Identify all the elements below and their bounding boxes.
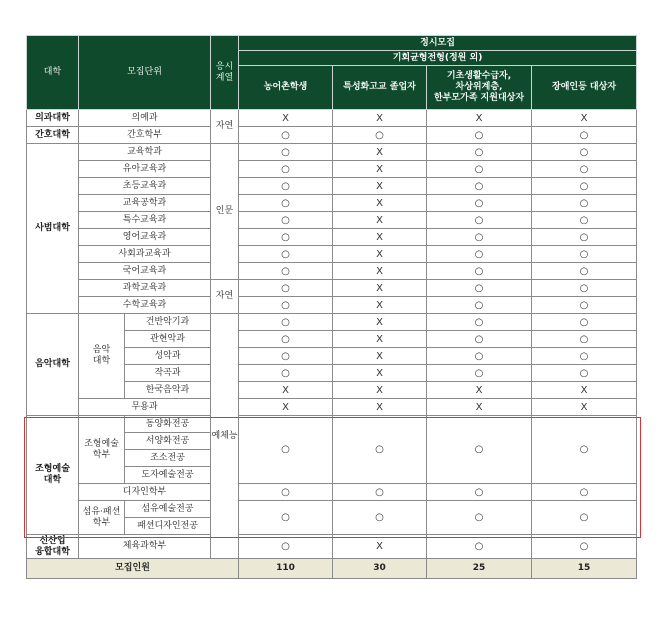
mark-cell: ○ [427, 348, 532, 365]
mark-cell: ○ [427, 263, 532, 280]
table-row [27, 314, 637, 331]
mark-cell: ○ [239, 501, 333, 535]
header-regular: 정시모집 [239, 36, 637, 51]
mark-cell: X [333, 348, 427, 365]
table-row [27, 416, 637, 433]
unit-keyboard: 건반악기과 [125, 314, 211, 331]
mark-cell: ○ [532, 484, 637, 501]
mark-cell: X [532, 382, 637, 399]
mark-cell: ○ [239, 331, 333, 348]
mark-cell: ○ [427, 416, 532, 484]
mark-cell: ○ [427, 127, 532, 144]
table-row [27, 501, 637, 518]
mark-cell: ○ [239, 314, 333, 331]
mark-cell: ○ [532, 280, 637, 297]
unit-english: 영어교육과 [79, 229, 211, 246]
mark-cell: ○ [532, 365, 637, 382]
total-count: 30 [333, 559, 427, 579]
unit-design: 디자인학부 [79, 484, 211, 501]
mark-cell: ○ [427, 365, 532, 382]
unit-premed: 의예과 [79, 110, 211, 127]
unit-sculpture: 조소전공 [125, 450, 211, 467]
mark-cell: ○ [532, 348, 637, 365]
unit-western-painting: 서양화전공 [125, 433, 211, 450]
unit-social: 사회과교육과 [79, 246, 211, 263]
mark-cell: ○ [239, 212, 333, 229]
mark-cell: ○ [532, 331, 637, 348]
fiber-sub: 섬유·패션 학부 [79, 501, 125, 535]
unit-korean-music: 한국음악과 [125, 382, 211, 399]
unit-vocal: 성악과 [125, 348, 211, 365]
unit-oriental-painting: 동양화전공 [125, 416, 211, 433]
mark-cell: ○ [239, 127, 333, 144]
header-track: 응시 계열 [211, 36, 239, 110]
header-unit: 모집단위 [79, 36, 211, 110]
table-row [27, 178, 637, 195]
mark-cell: X [333, 212, 427, 229]
mark-cell: X [427, 110, 532, 127]
track-nature-2: 자연 [211, 280, 239, 314]
mark-cell: ○ [532, 212, 637, 229]
total-label: 모집인원 [27, 559, 239, 579]
college-nursing: 간호대학 [27, 127, 79, 144]
table-row [27, 246, 637, 263]
table-row [27, 144, 637, 161]
college-medicine: 의과대학 [27, 110, 79, 127]
unit-science: 과학교육과 [79, 280, 211, 297]
total-count: 15 [532, 559, 637, 579]
mark-cell: ○ [333, 501, 427, 535]
mark-cell: X [333, 161, 427, 178]
mark-cell: X [427, 399, 532, 416]
unit-math: 수학교육과 [79, 297, 211, 314]
mark-cell: ○ [239, 263, 333, 280]
mark-cell: ○ [239, 365, 333, 382]
mark-cell: ○ [427, 195, 532, 212]
unit-edutech: 교육공학과 [79, 195, 211, 212]
mark-cell: ○ [532, 314, 637, 331]
mark-cell: ○ [532, 178, 637, 195]
mark-cell: ○ [532, 161, 637, 178]
college-formative: 조형예술 대학 [27, 416, 79, 535]
unit-fashion: 패션디자인전공 [125, 518, 211, 535]
total-count: 110 [239, 559, 333, 579]
unit-dance: 무용과 [79, 399, 211, 416]
unit-edu: 교육학과 [79, 144, 211, 161]
mark-cell: ○ [427, 484, 532, 501]
header-col-basic: 기초생활수급자, 차상위계층, 한부모가족 지원대상자 [427, 66, 532, 110]
unit-child: 유아교육과 [79, 161, 211, 178]
mark-cell: ○ [239, 297, 333, 314]
mark-cell: ○ [427, 535, 532, 559]
mark-cell: X [333, 535, 427, 559]
mark-cell: X [333, 314, 427, 331]
mark-cell: ○ [333, 127, 427, 144]
mark-cell: ○ [427, 331, 532, 348]
table-row [27, 263, 637, 280]
college-music: 음악대학 [27, 314, 79, 416]
mark-cell: X [333, 331, 427, 348]
mark-cell: ○ [427, 161, 532, 178]
table-row [27, 212, 637, 229]
mark-cell: X [333, 229, 427, 246]
table-row [27, 399, 637, 416]
mark-cell: X [239, 382, 333, 399]
mark-cell: X [532, 399, 637, 416]
mark-cell: ○ [427, 246, 532, 263]
table-row [27, 535, 637, 559]
mark-cell: ○ [239, 178, 333, 195]
header-col-vocational: 특성화고교 졸업자 [333, 66, 427, 110]
mark-cell: X [532, 110, 637, 127]
mark-cell: ○ [532, 297, 637, 314]
mark-cell: ○ [532, 144, 637, 161]
mark-cell: ○ [239, 535, 333, 559]
mark-cell: ○ [427, 314, 532, 331]
mark-cell: ○ [532, 535, 637, 559]
unit-special: 특수교육과 [79, 212, 211, 229]
mark-cell: ○ [532, 195, 637, 212]
mark-cell: X [239, 110, 333, 127]
table-row [27, 110, 637, 127]
mark-cell: ○ [239, 246, 333, 263]
mark-cell: ○ [532, 127, 637, 144]
header-college: 대학 [27, 36, 79, 110]
mark-cell: X [333, 382, 427, 399]
mark-cell: ○ [427, 280, 532, 297]
header-col-farm: 농어촌학생 [239, 66, 333, 110]
mark-cell: ○ [239, 416, 333, 484]
table-row [27, 127, 637, 144]
mark-cell: ○ [239, 195, 333, 212]
mark-cell: X [333, 399, 427, 416]
mark-cell: X [333, 144, 427, 161]
total-count: 25 [427, 559, 532, 579]
mark-cell: ○ [239, 229, 333, 246]
mark-cell: X [333, 263, 427, 280]
header-special: 기회균형전형(정원 외) [239, 51, 637, 66]
mark-cell: ○ [532, 501, 637, 535]
table-row [27, 161, 637, 178]
mark-cell: X [333, 297, 427, 314]
unit-nursing: 간호학부 [79, 127, 211, 144]
unit-ceramics: 도자예술전공 [125, 467, 211, 484]
college-education: 사범대학 [27, 144, 79, 314]
admission-table [26, 35, 637, 579]
table-row [27, 195, 637, 212]
mark-cell: ○ [532, 416, 637, 484]
college-new-industry: 신산업 융합대학 [27, 535, 79, 559]
unit-sports: 체육과학부 [79, 535, 211, 559]
table-row [27, 484, 637, 501]
mark-cell: ○ [427, 501, 532, 535]
mark-cell: X [333, 110, 427, 127]
table-row [27, 229, 637, 246]
mark-cell: ○ [427, 144, 532, 161]
mark-cell: X [333, 280, 427, 297]
mark-cell: ○ [427, 229, 532, 246]
mark-cell: ○ [427, 178, 532, 195]
unit-elem: 초등교육과 [79, 178, 211, 195]
mark-cell: ○ [239, 161, 333, 178]
track-nature: 자연 [211, 110, 239, 144]
mark-cell: ○ [532, 263, 637, 280]
track-arts: 예체능 [211, 314, 239, 559]
mark-cell: ○ [427, 297, 532, 314]
header-col-disabled: 장애인등 대상자 [532, 66, 637, 110]
table-row [27, 280, 637, 297]
mark-cell: ○ [427, 212, 532, 229]
mark-cell: X [239, 399, 333, 416]
mark-cell: ○ [532, 246, 637, 263]
mark-cell: X [333, 246, 427, 263]
mark-cell: X [333, 365, 427, 382]
mark-cell: ○ [239, 484, 333, 501]
admission-table-container [26, 35, 636, 579]
unit-textile: 섬유예술전공 [125, 501, 211, 518]
table-row [27, 297, 637, 314]
unit-orchestra: 관현악과 [125, 331, 211, 348]
mark-cell: ○ [333, 416, 427, 484]
mark-cell: ○ [239, 348, 333, 365]
mark-cell: ○ [532, 229, 637, 246]
mark-cell: X [427, 382, 532, 399]
mark-cell: ○ [239, 280, 333, 297]
mark-cell: X [333, 178, 427, 195]
music-sub-college: 음악 대학 [79, 314, 125, 399]
track-humanities: 인문 [211, 144, 239, 280]
mark-cell: ○ [239, 144, 333, 161]
total-row [27, 559, 637, 579]
mark-cell: X [333, 195, 427, 212]
unit-composition: 작곡과 [125, 365, 211, 382]
mark-cell: ○ [333, 484, 427, 501]
formative-sub: 조형예술 학부 [79, 416, 125, 484]
unit-korean: 국어교육과 [79, 263, 211, 280]
